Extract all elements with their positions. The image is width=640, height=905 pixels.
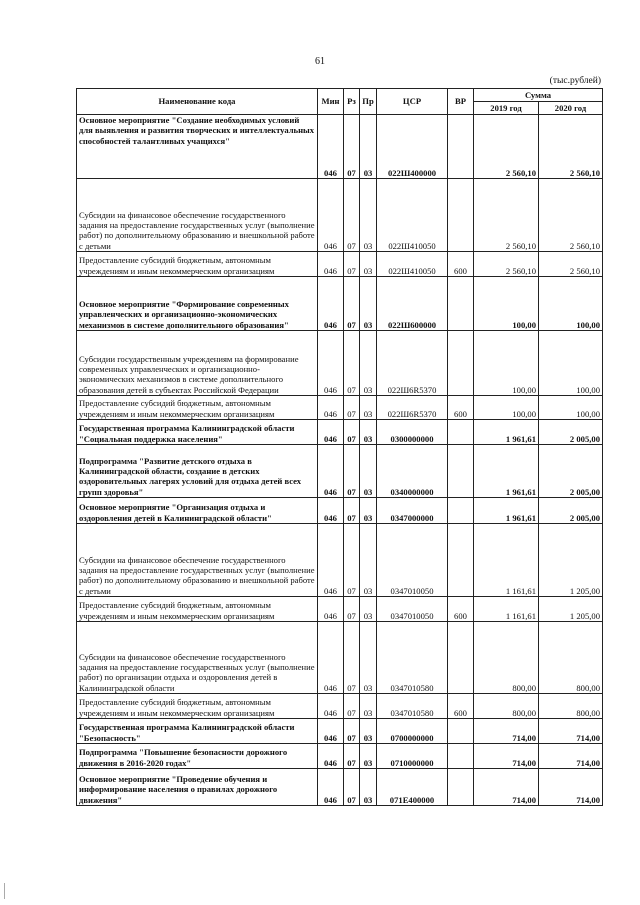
row-sum-2020: 2 005,00 bbox=[539, 498, 603, 524]
row-pr: 03 bbox=[360, 277, 377, 331]
row-sum-2020: 1 205,00 bbox=[539, 524, 603, 597]
row-sum-2019: 800,00 bbox=[474, 694, 539, 719]
row-sum-2019: 2 560,10 bbox=[474, 179, 539, 252]
row-rz: 07 bbox=[344, 179, 360, 252]
row-rz: 07 bbox=[344, 622, 360, 694]
row-vr bbox=[448, 719, 474, 744]
row-sum-2019: 800,00 bbox=[474, 622, 539, 694]
row-vr bbox=[448, 744, 474, 769]
table-row bbox=[77, 277, 603, 331]
table-row bbox=[77, 445, 603, 498]
row-rz: 07 bbox=[344, 719, 360, 744]
row-sum-2020: 2 005,00 bbox=[539, 445, 603, 498]
row-pr: 03 bbox=[360, 719, 377, 744]
row-csr: 0710000000 bbox=[377, 744, 448, 769]
row-sum-2019: 100,00 bbox=[474, 331, 539, 396]
row-sum-2020: 100,00 bbox=[539, 331, 603, 396]
header-min: Мин bbox=[318, 89, 344, 115]
row-vr: 600 bbox=[448, 396, 474, 420]
row-sum-2019: 1 161,61 bbox=[474, 524, 539, 597]
row-sum-2020: 100,00 bbox=[539, 277, 603, 331]
row-pr: 03 bbox=[360, 524, 377, 597]
header-name: Наименование кода bbox=[77, 89, 318, 115]
row-sum-2020: 800,00 bbox=[539, 694, 603, 719]
row-name: Основное мероприятие "Создание необходимых условий для выявления и развития творческих и интеллектуальных способностей талантливых учащихся" bbox=[77, 115, 318, 179]
row-vr bbox=[448, 445, 474, 498]
row-csr: 0347010050 bbox=[377, 597, 448, 622]
row-sum-2019: 714,00 bbox=[474, 744, 539, 769]
table-row bbox=[77, 498, 603, 524]
table-row bbox=[77, 597, 603, 622]
row-min: 046 bbox=[318, 524, 344, 597]
table-row bbox=[77, 744, 603, 769]
row-rz: 07 bbox=[344, 769, 360, 806]
row-pr: 03 bbox=[360, 622, 377, 694]
row-name: Подпрограмма "Повышение безопасности дорожного движения в 2016-2020 годах" bbox=[77, 744, 318, 769]
row-csr: 0347010580 bbox=[377, 622, 448, 694]
row-pr: 03 bbox=[360, 498, 377, 524]
row-vr bbox=[448, 331, 474, 396]
row-sum-2020: 2 560,10 bbox=[539, 115, 603, 179]
row-min: 046 bbox=[318, 719, 344, 744]
table-row bbox=[77, 396, 603, 420]
row-rz: 07 bbox=[344, 277, 360, 331]
row-pr: 03 bbox=[360, 179, 377, 252]
row-sum-2020: 1 205,00 bbox=[539, 597, 603, 622]
row-csr: 022Ш410050 bbox=[377, 179, 448, 252]
table-row bbox=[77, 769, 603, 806]
row-sum-2019: 714,00 bbox=[474, 769, 539, 806]
row-pr: 03 bbox=[360, 445, 377, 498]
row-csr: 0300000000 bbox=[377, 420, 448, 445]
row-min: 046 bbox=[318, 445, 344, 498]
table-row bbox=[77, 331, 603, 396]
row-csr: 0700000000 bbox=[377, 719, 448, 744]
row-min: 046 bbox=[318, 331, 344, 396]
header-sum: Сумма bbox=[474, 89, 603, 102]
row-rz: 07 bbox=[344, 445, 360, 498]
row-rz: 07 bbox=[344, 420, 360, 445]
row-sum-2020: 714,00 bbox=[539, 719, 603, 744]
row-min: 046 bbox=[318, 498, 344, 524]
row-rz: 07 bbox=[344, 744, 360, 769]
row-vr bbox=[448, 498, 474, 524]
row-pr: 03 bbox=[360, 694, 377, 719]
units-label: (тыс.рублей) bbox=[549, 76, 601, 86]
row-min: 046 bbox=[318, 252, 344, 277]
row-name: Основное мероприятие "Организация отдыха и оздоровления детей в Калининградской области" bbox=[77, 498, 318, 524]
row-sum-2020: 2 005,00 bbox=[539, 420, 603, 445]
row-sum-2020: 714,00 bbox=[539, 769, 603, 806]
row-sum-2019: 1 161,61 bbox=[474, 597, 539, 622]
table-row bbox=[77, 524, 603, 597]
budget-table bbox=[76, 88, 603, 806]
row-rz: 07 bbox=[344, 396, 360, 420]
row-csr: 022Ш6R5370 bbox=[377, 331, 448, 396]
row-name: Предоставление субсидий бюджетным, автономным учреждениям и иным некоммерческим организациям bbox=[77, 396, 318, 420]
row-rz: 07 bbox=[344, 597, 360, 622]
row-rz: 07 bbox=[344, 115, 360, 179]
row-name: Предоставление субсидий бюджетным, автономным учреждениям и иным некоммерческим организациям bbox=[77, 252, 318, 277]
row-min: 046 bbox=[318, 396, 344, 420]
row-name: Основное мероприятие "Формирование современных управленческих и организационно-экономических механизмов в системе дополнительного образования" bbox=[77, 277, 318, 331]
margin-mark bbox=[4, 883, 5, 899]
row-vr bbox=[448, 622, 474, 694]
table-row bbox=[77, 420, 603, 445]
row-csr: 0347010580 bbox=[377, 694, 448, 719]
row-vr: 600 bbox=[448, 252, 474, 277]
table-row bbox=[77, 115, 603, 179]
row-vr bbox=[448, 179, 474, 252]
row-vr bbox=[448, 769, 474, 806]
header-pr: Пр bbox=[360, 89, 377, 115]
row-min: 046 bbox=[318, 622, 344, 694]
page-number: 61 bbox=[315, 56, 325, 67]
row-rz: 07 bbox=[344, 498, 360, 524]
row-pr: 03 bbox=[360, 769, 377, 806]
row-name: Государственная программа Калининградской области "Безопасность" bbox=[77, 719, 318, 744]
row-sum-2019: 1 961,61 bbox=[474, 420, 539, 445]
row-csr: 071Е400000 bbox=[377, 769, 448, 806]
row-min: 046 bbox=[318, 115, 344, 179]
table-header bbox=[77, 89, 603, 115]
row-name: Государственная программа Калининградской области "Социальная поддержка населения" bbox=[77, 420, 318, 445]
row-sum-2020: 714,00 bbox=[539, 744, 603, 769]
row-sum-2019: 2 560,10 bbox=[474, 115, 539, 179]
row-min: 046 bbox=[318, 420, 344, 445]
table-row bbox=[77, 719, 603, 744]
row-csr: 0347000000 bbox=[377, 498, 448, 524]
row-vr: 600 bbox=[448, 597, 474, 622]
row-name: Субсидии государственным учреждениям на формирование современных управленческих и организационно-экономических механизмов в системе дополнительного образования детей в субъектах Российской Федерации bbox=[77, 331, 318, 396]
row-csr: 0347010050 bbox=[377, 524, 448, 597]
row-sum-2020: 2 560,10 bbox=[539, 179, 603, 252]
row-min: 046 bbox=[318, 179, 344, 252]
table-body bbox=[77, 115, 603, 806]
row-pr: 03 bbox=[360, 115, 377, 179]
row-csr: 022Ш600000 bbox=[377, 277, 448, 331]
header-vr: ВР bbox=[448, 89, 474, 115]
row-rz: 07 bbox=[344, 331, 360, 396]
row-pr: 03 bbox=[360, 597, 377, 622]
row-sum-2019: 714,00 bbox=[474, 719, 539, 744]
row-vr bbox=[448, 524, 474, 597]
row-vr bbox=[448, 115, 474, 179]
row-csr: 022Ш410050 bbox=[377, 252, 448, 277]
table-row bbox=[77, 252, 603, 277]
row-sum-2019: 100,00 bbox=[474, 396, 539, 420]
row-name: Основное мероприятие "Проведение обучения и информирование населения о правилах дорожного движения" bbox=[77, 769, 318, 806]
row-min: 046 bbox=[318, 597, 344, 622]
header-2019: 2019 год bbox=[474, 102, 539, 115]
row-name: Субсидии на финансовое обеспечение государственного задания на предоставление государственных услуг (выполнение работ) по дополнительному образованию и внешкольной работе с детьми bbox=[77, 179, 318, 252]
table-row bbox=[77, 622, 603, 694]
row-name: Субсидии на финансовое обеспечение государственного задания на предоставление государственных услуг (выполнение работ) по организации отдыха и оздоровления детей в Калининградской области bbox=[77, 622, 318, 694]
row-sum-2020: 800,00 bbox=[539, 622, 603, 694]
row-pr: 03 bbox=[360, 396, 377, 420]
header-rz: Рз bbox=[344, 89, 360, 115]
row-csr: 022Ш6R5370 bbox=[377, 396, 448, 420]
row-pr: 03 bbox=[360, 420, 377, 445]
row-vr bbox=[448, 277, 474, 331]
row-sum-2019: 100,00 bbox=[474, 277, 539, 331]
row-min: 046 bbox=[318, 277, 344, 331]
table-row bbox=[77, 694, 603, 719]
row-sum-2019: 1 961,61 bbox=[474, 445, 539, 498]
row-pr: 03 bbox=[360, 252, 377, 277]
row-csr: 0340000000 bbox=[377, 445, 448, 498]
row-name: Предоставление субсидий бюджетным, автономным учреждениям и иным некоммерческим организациям bbox=[77, 694, 318, 719]
row-min: 046 bbox=[318, 769, 344, 806]
row-name: Подпрограмма "Развитие детского отдыха в Калининградской области, создание в детских оздоровительных лагерях условий для отдыха детей всех групп здоровья" bbox=[77, 445, 318, 498]
row-min: 046 bbox=[318, 744, 344, 769]
header-2020: 2020 год bbox=[539, 102, 603, 115]
row-min: 046 bbox=[318, 694, 344, 719]
row-name: Предоставление субсидий бюджетным, автономным учреждениям и иным некоммерческим организациям bbox=[77, 597, 318, 622]
row-pr: 03 bbox=[360, 744, 377, 769]
header-csr: ЦСР bbox=[377, 89, 448, 115]
row-csr: 022Ш400000 bbox=[377, 115, 448, 179]
row-vr: 600 bbox=[448, 694, 474, 719]
row-sum-2019: 1 961,61 bbox=[474, 498, 539, 524]
row-rz: 07 bbox=[344, 694, 360, 719]
row-rz: 07 bbox=[344, 524, 360, 597]
row-rz: 07 bbox=[344, 252, 360, 277]
row-sum-2020: 2 560,10 bbox=[539, 252, 603, 277]
row-name: Субсидии на финансовое обеспечение государственного задания на предоставление государственных услуг (выполнение работ) по дополнительному образованию и внешкольной работе с детьми bbox=[77, 524, 318, 597]
row-vr bbox=[448, 420, 474, 445]
row-sum-2019: 2 560,10 bbox=[474, 252, 539, 277]
table-row bbox=[77, 179, 603, 252]
row-sum-2020: 100,00 bbox=[539, 396, 603, 420]
row-pr: 03 bbox=[360, 331, 377, 396]
